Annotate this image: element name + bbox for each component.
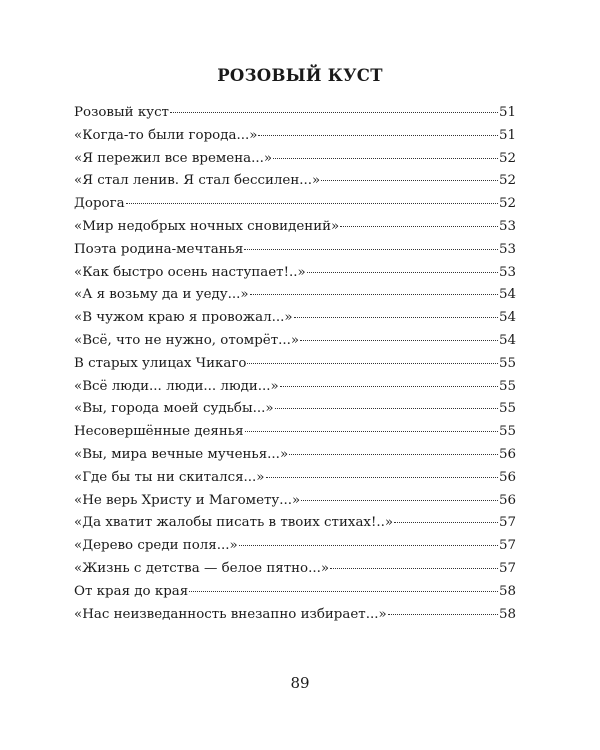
toc-entry — [74, 102, 516, 125]
toc-entry — [74, 604, 516, 627]
toc-entry-page: 52 — [498, 196, 516, 212]
dot-leader — [247, 362, 498, 364]
toc-entry — [74, 216, 516, 239]
toc-entry-title: «Нас неизведанность внезапно избирает...» — [74, 606, 387, 622]
toc-entry-title: «Как быстро осень наступает!..» — [74, 264, 306, 280]
toc-entry-page: 57 — [498, 560, 516, 576]
toc-entry — [74, 148, 516, 171]
toc-entry — [74, 558, 516, 581]
toc-entry — [74, 535, 516, 558]
toc-entry-title: «Да хватит жалобы писать в твоих стихах!..» — [74, 515, 394, 531]
toc-entry — [74, 467, 516, 490]
toc-entry-title: Дорога — [74, 196, 125, 212]
dot-leader — [239, 544, 498, 546]
toc-entry — [74, 581, 516, 604]
toc-entry-page: 55 — [498, 424, 516, 440]
toc-entry-title: «Когда-то были города...» — [74, 127, 258, 143]
toc-entry-page: 54 — [498, 332, 516, 348]
dot-leader — [126, 202, 498, 204]
dot-leader — [289, 453, 498, 455]
toc-entry-title: Несовершённые деянья — [74, 424, 244, 440]
toc-entry — [74, 353, 516, 376]
toc-entry-page: 56 — [498, 446, 516, 462]
dot-leader — [189, 590, 498, 592]
toc-entry — [74, 398, 516, 421]
dot-leader — [275, 407, 498, 409]
toc-entry-title: «Всё, что не нужно, отомрёт...» — [74, 332, 300, 348]
toc-entry — [74, 376, 516, 399]
dot-leader — [340, 225, 498, 227]
dot-leader — [300, 339, 498, 341]
toc-entry-page: 53 — [498, 218, 516, 234]
toc-entry-page: 56 — [498, 469, 516, 485]
dot-leader — [388, 613, 498, 615]
toc-entry-title: «В чужом краю я провожал...» — [74, 310, 293, 326]
dot-leader — [266, 476, 498, 478]
toc-entry — [74, 239, 516, 262]
toc-entry-title: Розовый куст — [74, 105, 169, 120]
toc-entry-title: «Вы, города моей судьбы...» — [74, 401, 274, 417]
toc-entry-page: 52 — [498, 150, 516, 166]
toc-entry-page: 56 — [498, 492, 516, 508]
dot-leader — [244, 248, 498, 250]
toc-entry-page: 55 — [498, 401, 516, 417]
toc-entry — [74, 307, 516, 330]
toc-entry — [74, 330, 516, 353]
dot-leader — [307, 271, 498, 273]
toc-entry-page: 54 — [498, 310, 516, 326]
toc-entry-title: «Мир недобрых ночных сновидений» — [74, 218, 340, 234]
dot-leader — [330, 567, 498, 569]
toc-entry — [74, 170, 516, 193]
dot-leader — [321, 179, 498, 181]
toc-entry-title: «Не верь Христу и Магомету...» — [74, 492, 301, 508]
toc-entry-page: 58 — [498, 583, 516, 599]
toc-entry — [74, 444, 516, 467]
dot-leader — [258, 134, 498, 136]
toc-entry-page: 57 — [498, 515, 516, 531]
toc-entry-title: «Где бы ты ни скитался...» — [74, 469, 265, 485]
toc-entry-title: «Всё люди... люди... люди...» — [74, 378, 279, 394]
toc-entry-title: «Я пережил все времена...» — [74, 150, 273, 166]
toc-entry-page: 55 — [498, 378, 516, 394]
toc-entry-title: «Дерево среди поля...» — [74, 538, 238, 554]
toc-entry-page: 51 — [498, 105, 516, 120]
table-of-contents — [74, 102, 516, 626]
toc-entry-title: «Я стал ленив. Я стал бессилен...» — [74, 173, 321, 189]
toc-entry — [74, 490, 516, 513]
toc-entry-title: В старых улицах Чикаго — [74, 355, 247, 371]
dot-leader — [301, 499, 498, 501]
toc-entry-title: Поэта родина-мечтанья — [74, 241, 244, 257]
toc-entry-title: «Вы, мира вечные мученья...» — [74, 446, 289, 462]
toc-entry — [74, 512, 516, 535]
dot-leader — [294, 316, 498, 318]
dot-leader — [245, 430, 498, 432]
dot-leader — [394, 521, 498, 523]
dot-leader — [273, 157, 498, 159]
toc-entry-page: 53 — [498, 241, 516, 257]
dot-leader — [280, 385, 498, 387]
toc-entry-page: 54 — [498, 287, 516, 303]
toc-entry — [74, 262, 516, 285]
toc-entry — [74, 284, 516, 307]
dot-leader — [170, 111, 498, 113]
page-number: 89 — [290, 674, 310, 692]
toc-entry-page: 53 — [498, 264, 516, 280]
toc-entry-page: 55 — [498, 355, 516, 371]
toc-entry-page: 57 — [498, 538, 516, 554]
toc-entry-title: «Жизнь с детства — белое пятно...» — [74, 560, 330, 576]
toc-entry-page: 58 — [498, 606, 516, 622]
dot-leader — [250, 293, 498, 295]
toc-entry — [74, 421, 516, 444]
section-title: РОЗОВЫЙ КУСТ — [217, 66, 383, 85]
toc-entry — [74, 125, 516, 148]
toc-entry-title: От края до края — [74, 583, 189, 599]
toc-entry — [74, 193, 516, 216]
toc-entry-title: «А я возьму да и уеду...» — [74, 287, 249, 303]
toc-entry-page: 51 — [498, 127, 516, 143]
toc-entry-page: 52 — [498, 173, 516, 189]
